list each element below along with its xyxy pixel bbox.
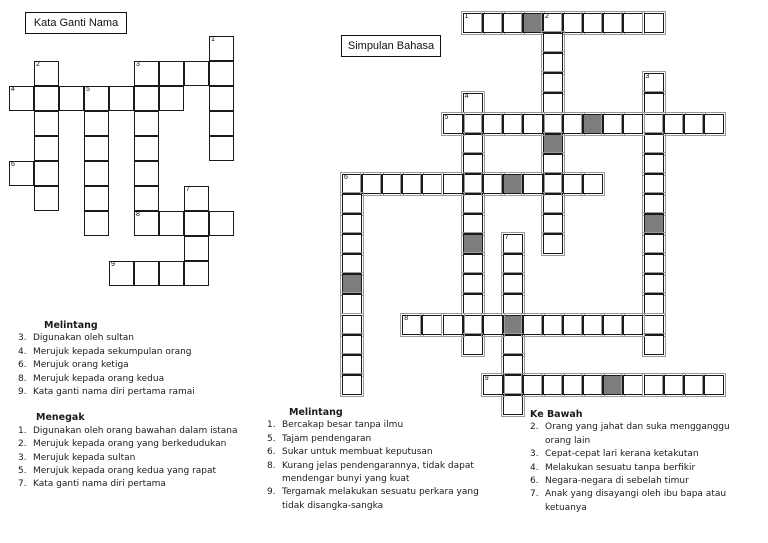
clue-text: Tergamak melakukan sesuatu perkara yang tidak disangka-sangka (282, 487, 479, 511)
clue-across-9 (267, 486, 489, 513)
cell-number: 3 (136, 61, 140, 68)
grid-cell[interactable] (463, 214, 483, 234)
cell-number: 5 (86, 86, 90, 93)
clue-number: 5. (18, 466, 27, 477)
grid-cell[interactable] (644, 114, 664, 134)
grid-cell[interactable] (543, 214, 563, 234)
grid-cell[interactable] (463, 134, 483, 154)
cell-number: 7 (186, 186, 190, 193)
clue-number: 9. (267, 487, 276, 498)
grid-cell[interactable] (402, 174, 422, 194)
cell-number: 8 (136, 211, 140, 218)
grid-cell[interactable] (583, 13, 603, 33)
down-heading: Menegak (36, 412, 85, 424)
grid-cell[interactable] (463, 234, 483, 254)
grid-cell[interactable] (342, 174, 362, 194)
grid-cell[interactable] (583, 375, 603, 395)
clue-number: 4. (18, 346, 27, 357)
grid-cell[interactable] (463, 114, 483, 134)
grid-cell[interactable] (644, 294, 664, 314)
clue-across-6 (18, 359, 238, 372)
grid-cell[interactable] (644, 315, 664, 335)
grid-cell[interactable] (503, 315, 523, 335)
grid-cell[interactable] (443, 174, 463, 194)
grid-cell[interactable] (543, 53, 563, 73)
grid-cell[interactable] (623, 13, 643, 33)
grid-cell[interactable] (563, 13, 583, 33)
clue-across-4 (18, 346, 238, 359)
grid-cell[interactable] (342, 355, 362, 375)
cell-number: 9 (111, 261, 115, 268)
clue-across-1 (267, 419, 489, 432)
clue-number: 5. (267, 433, 276, 444)
grid-cell[interactable] (463, 294, 483, 314)
cell-number: 8 (404, 314, 409, 322)
clue-text: Tajam pendengaran (282, 433, 372, 444)
grid-cell[interactable] (503, 294, 523, 314)
cell-number: 1 (211, 36, 215, 43)
clue-number: 1. (267, 420, 276, 431)
grid-cell[interactable] (503, 274, 523, 294)
grid-cell[interactable] (342, 274, 362, 294)
cell-number: 2 (36, 61, 40, 68)
grid-cell[interactable] (684, 375, 704, 395)
grid-cell[interactable] (583, 114, 603, 134)
clue-number: 2. (530, 422, 539, 433)
grid-cell[interactable] (503, 254, 523, 274)
grid-cell[interactable] (483, 114, 503, 134)
cell-number: 6 (344, 173, 348, 181)
grid-cell[interactable] (644, 13, 664, 33)
grid-cell[interactable] (583, 315, 603, 335)
grid-cell[interactable] (664, 375, 684, 395)
grid-cell[interactable] (603, 13, 623, 33)
grid-cell[interactable] (603, 375, 623, 395)
cell-number: 4 (11, 86, 15, 93)
clue-across-8 (267, 460, 489, 487)
clue-number: 2. (18, 439, 27, 450)
grid-cell[interactable] (523, 375, 543, 395)
clue-down-7 (18, 478, 238, 491)
grid-cell[interactable] (503, 114, 523, 134)
cell-number: 2 (545, 13, 549, 20)
clue-text: Melakukan sesuatu tanpa berfikir (545, 462, 696, 473)
grid-cell[interactable] (483, 375, 503, 395)
clue-text: Anak yang disayangi oleh ibu bapa atau ketuanya (545, 489, 727, 513)
grid-cell[interactable] (342, 194, 362, 214)
clue-number: 6. (18, 360, 27, 371)
clue-down-5 (18, 465, 238, 478)
grid-cell[interactable] (704, 375, 724, 395)
clue-down-3 (18, 452, 238, 465)
grid-cell[interactable] (623, 114, 643, 134)
clue-down-2 (18, 438, 238, 451)
cell-number: 3 (645, 73, 650, 81)
clue-number: 3. (530, 449, 539, 460)
grid-cell[interactable] (644, 234, 664, 254)
clue-text: Digunakan oleh sultan (33, 333, 134, 344)
cell-number: 1 (464, 13, 469, 20)
grid-cell[interactable] (623, 375, 643, 395)
grid-cell[interactable] (523, 174, 543, 194)
grid-cell[interactable] (402, 315, 422, 335)
grid-cell[interactable] (704, 114, 724, 134)
grid-cell[interactable] (543, 315, 563, 335)
clue-across-6 (267, 446, 489, 459)
clue-number: 8. (267, 460, 276, 471)
clue-text: Orang yang jahat dan suka mengganggu orang lain (545, 422, 730, 446)
grid-cell[interactable] (644, 194, 664, 214)
clue-text: Merujuk kepada orang kedua yang rapat (33, 466, 217, 477)
grid-cell[interactable] (603, 315, 623, 335)
grid-cell[interactable] (503, 355, 523, 375)
grid-cell[interactable] (583, 174, 603, 194)
clue-across-9 (18, 386, 238, 399)
clue-number: 7. (530, 489, 539, 500)
clue-text: Merujuk kepada orang yang berkedudukan (33, 439, 227, 450)
grid-cell[interactable] (623, 315, 643, 335)
grid-cell[interactable] (543, 73, 563, 93)
cell-number: 6 (11, 161, 15, 168)
grid-cell[interactable] (644, 174, 664, 194)
grid-cell[interactable] (463, 174, 483, 194)
grid-cell[interactable] (483, 315, 503, 335)
clue-number: 7. (18, 479, 27, 490)
grid-cell[interactable] (422, 315, 442, 335)
grid-cell[interactable] (503, 234, 523, 254)
grid-cell[interactable] (463, 154, 483, 174)
grid-cell[interactable] (443, 114, 463, 134)
clue-text: Merujuk kepada sultan (33, 452, 136, 463)
grid-cell[interactable] (543, 234, 563, 254)
grid-cell[interactable] (483, 13, 503, 33)
grid-cell[interactable] (463, 254, 483, 274)
clue-number: 8. (18, 373, 27, 384)
puzzle-title-simpulan-bahasa: Simpulan Bahasa (341, 35, 441, 57)
cell-number: 9 (484, 374, 489, 382)
clue-number: 1. (18, 425, 27, 436)
clue-text: Merujuk kepada sekumpulan orang (33, 346, 192, 357)
grid-cell[interactable] (342, 375, 362, 395)
grid-cell[interactable] (543, 375, 563, 395)
grid-cell[interactable] (503, 335, 523, 355)
clue-text: Kata ganti nama diri pertama ramai (33, 387, 195, 398)
grid-cell[interactable] (543, 134, 563, 154)
clue-text: Digunakan oleh orang bawahan dalam istana (33, 425, 238, 436)
grid-cell[interactable] (563, 375, 583, 395)
grid-cell[interactable] (362, 174, 382, 194)
clue-down-4 (530, 462, 752, 475)
grid-cell[interactable] (644, 73, 664, 93)
grid-cell[interactable] (342, 234, 362, 254)
grid-cell[interactable] (342, 315, 362, 335)
clue-number: 6. (267, 447, 276, 458)
clue-across-5 (267, 433, 489, 446)
clue-down-3 (530, 448, 752, 461)
grid-cell[interactable] (342, 294, 362, 314)
grid-cell[interactable] (644, 375, 664, 395)
grid-cell[interactable] (563, 174, 583, 194)
grid-cell[interactable] (523, 315, 543, 335)
grid-cell[interactable] (342, 214, 362, 234)
grid-cell[interactable] (543, 93, 563, 113)
grid-cell[interactable] (443, 315, 463, 335)
grid-cell[interactable] (563, 315, 583, 335)
grid-cell[interactable] (463, 13, 483, 33)
clue-text: Kurang jelas pendengarannya, tidak dapat mendengar bunyi yang kuat (282, 460, 474, 485)
clue-number: 3. (18, 452, 27, 463)
grid-cell[interactable] (603, 114, 623, 134)
grid-cell[interactable] (644, 335, 664, 355)
clue-text: Merujuk orang ketiga (33, 360, 129, 371)
down-clue-list (530, 421, 752, 515)
clue-across-3 (18, 332, 238, 345)
grid-cell[interactable] (342, 254, 362, 274)
across-clue-list (18, 332, 238, 399)
grid-cell[interactable] (543, 114, 563, 134)
clues-kata-ganti-nama (18, 319, 238, 492)
across-clues-simpulan-bahasa (267, 406, 489, 513)
clue-down-7 (530, 488, 752, 515)
grid-cell[interactable] (644, 274, 664, 294)
clue-text: Kata ganti nama diri pertama (33, 479, 166, 490)
across-clue-list (267, 419, 489, 513)
grid-cell[interactable] (523, 114, 543, 134)
grid-cell[interactable] (463, 194, 483, 214)
grid-cell[interactable] (644, 214, 664, 234)
clue-number: 9. (18, 387, 27, 398)
grid-cell[interactable] (644, 93, 664, 113)
grid-cell[interactable] (543, 33, 563, 53)
grid-cell[interactable] (503, 375, 523, 395)
grid-cell[interactable] (563, 114, 583, 134)
grid-cell[interactable] (644, 134, 664, 154)
clue-number: 3. (18, 333, 27, 344)
cell-number: 4 (464, 93, 469, 101)
grid-cell[interactable] (503, 395, 523, 415)
grid-cell[interactable] (483, 174, 503, 194)
grid-cell[interactable] (503, 174, 523, 194)
grid-cell[interactable] (523, 13, 543, 33)
grid-cell[interactable] (463, 274, 483, 294)
grid-cell[interactable] (463, 315, 483, 335)
clue-down-2 (530, 421, 752, 448)
grid-cell[interactable] (422, 174, 442, 194)
clue-number: 4. (530, 462, 539, 473)
grid-cell[interactable] (463, 93, 483, 113)
clue-number: 6. (530, 476, 539, 487)
cell-number: 5 (444, 113, 449, 121)
grid-cell[interactable] (503, 13, 523, 33)
grid-cell[interactable] (543, 13, 563, 33)
clue-text: Cepat-cepat lari kerana ketakutan (545, 449, 699, 460)
grid-cell[interactable] (543, 194, 563, 214)
clue-text: Bercakap besar tanpa ilmu (282, 420, 404, 431)
clue-across-8 (18, 373, 238, 386)
across-heading: Melintang (289, 407, 343, 418)
grid-cell[interactable] (463, 335, 483, 355)
grid-cell[interactable] (382, 174, 402, 194)
grid-cell[interactable] (543, 174, 563, 194)
grid-cell[interactable] (644, 254, 664, 274)
down-heading: Ke Bawah (530, 409, 583, 420)
cell-number: 7 (504, 234, 509, 242)
clue-text: Merujuk kepada orang kedua (33, 373, 165, 384)
clue-text: Sukar untuk membuat keputusan (282, 447, 433, 458)
clue-text: Negara-negara di sebelah timur (545, 476, 689, 487)
across-heading: Melintang (44, 320, 98, 331)
grid-cell[interactable] (342, 335, 362, 355)
down-clue-list (18, 425, 238, 492)
grid-cell[interactable] (664, 114, 684, 134)
puzzle-title-kata-ganti-nama: Kata Ganti Nama (25, 12, 127, 34)
clue-down-6 (530, 475, 752, 488)
grid-cell[interactable] (684, 114, 704, 134)
down-clues-simpulan-bahasa (530, 408, 752, 515)
grid-cell[interactable] (644, 154, 664, 174)
grid-cell[interactable] (543, 154, 563, 174)
clue-down-1 (18, 425, 238, 438)
